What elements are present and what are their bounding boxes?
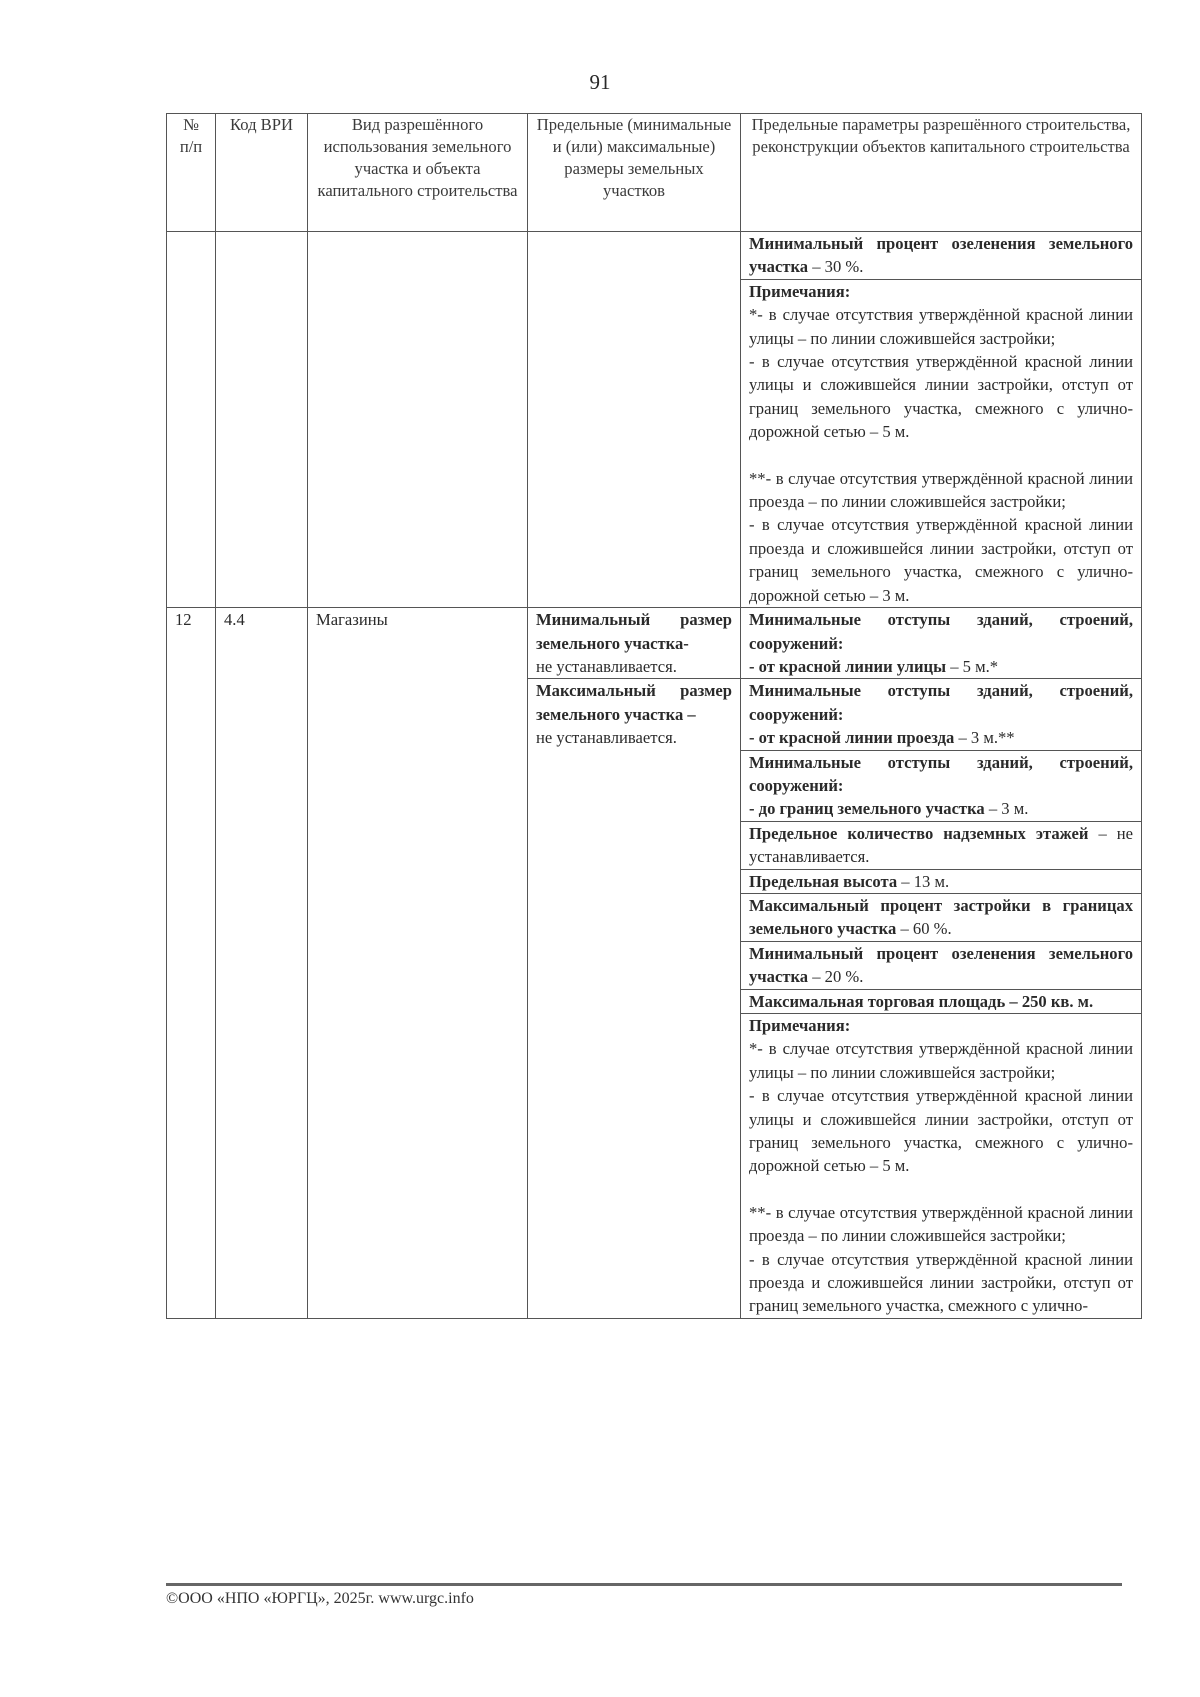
- note-item: **- в случае отсутствия утверждённой красной линии проезда – по линии сложившейся застройки;: [749, 1202, 1133, 1246]
- prev-name-cell: [308, 232, 528, 608]
- page-number: 91: [589, 70, 611, 94]
- param-setback-street: Минимальные отступы зданий, строений, сооружений: - от красной линии улицы – 5 м.*: [741, 608, 1142, 679]
- param-height: Предельная высота – 13 м.: [741, 869, 1142, 893]
- note-item: *- в случае отсутствия утверждённой красной линии улицы – по линии сложившейся застройки;: [749, 305, 1133, 348]
- note-item: - в случае отсутствия утверждённой красной линии улицы и сложившейся линии застройки, отступ от границ земельного участка, смежного с улично-дорожной сетью – 5 м.: [749, 352, 1133, 442]
- header-code: Код ВРИ: [216, 114, 308, 232]
- header-number: № п/п: [167, 114, 216, 232]
- table-header-row: [167, 114, 1142, 232]
- param-setback-driveway: Минимальные отступы зданий, строений, сооружений: - от красной линии проезда – 3 м.**: [741, 679, 1142, 750]
- param-floors: Предельное количество надземных этажей – не устанавливается.: [741, 821, 1142, 869]
- prev-num-cell: [167, 232, 216, 608]
- note-item: - в случае отсутствия утверждённой красной линии проезда и сложившейся линии застройки, отступ от границ земельного участка, смежного с улично-: [749, 1249, 1133, 1316]
- header-plot-sizes: Предельные (минимальные и (или) максимальные) размеры земельных участков: [528, 114, 741, 232]
- notes-row12: Примечания: *- в случае отсутствия утверждённой красной линии улицы – по линии сложившейся застройки; - в случае отсутствия утверждённой красной линии улицы и сложившейся линии застройки, отступ от границ земельного участка, смежного с улично-дорожной сетью – 5 м. **- в случае отсутствия утверждённой красной линии проезда – по линии сложившейся застройки; - в случае отсутствия утверждённой красной линии проезда и сложившейся линии застройки, отступ от границ земельного участка, смежного с улично-: [741, 1014, 1142, 1319]
- note-item: - в случае отсутствия утверждённой красной линии улицы и сложившейся линии застройки, отступ от границ земельного участка, смежного с улично-дорожной сетью – 5 м.: [749, 1086, 1133, 1176]
- regulations-table: [166, 113, 1142, 1319]
- row-number: 12: [167, 608, 216, 1319]
- footer-copyright: ©ООО «НПО «ЮРГЦ», 2025г. www.urgc.info: [166, 1590, 474, 1607]
- note-item: *- в случае отсутствия утверждённой красной линии улицы – по линии сложившейся застройки;: [749, 1039, 1133, 1082]
- param-setback-boundary: Минимальные отступы зданий, строений, сооружений: - до границ земельного участка – 3 м.: [741, 750, 1142, 821]
- note-item: - в случае отсутствия утверждённой красной линии проезда и сложившейся линии застройки, отступ от границ земельного участка, смежного с улично-дорожной сетью – 3 м.: [749, 515, 1133, 605]
- param-green-prev: Минимальный процент озеленения земельного участка – 30 %.: [741, 232, 1142, 280]
- prev-size-cell: [528, 232, 741, 608]
- header-use-type: Вид разрешённого использования земельного участка и объекта капитального строительства: [308, 114, 528, 232]
- param-coverage: Максимальный процент застройки в границах земельного участка – 60 %.: [741, 893, 1142, 941]
- table-row: [167, 608, 1142, 679]
- table-row: [167, 232, 1142, 280]
- footer-rule: [166, 1583, 1122, 1586]
- prev-code-cell: [216, 232, 308, 608]
- max-plot-size: Максимальный размер земельного участка – не устанавливается.: [528, 679, 741, 1319]
- header-build-params: Предельные параметры разрешённого строительства, реконструкции объектов капитального строительства: [741, 114, 1142, 232]
- param-greening: Минимальный процент озеленения земельного участка – 20 %.: [741, 941, 1142, 989]
- note-item: **- в случае отсутствия утверждённой красной линии проезда – по линии сложившейся застройки;: [749, 468, 1133, 512]
- row-use-name: Магазины: [308, 608, 528, 1319]
- row-code: 4.4: [216, 608, 308, 1319]
- notes-prev: Примечания: *- в случае отсутствия утверждённой красной линии улицы – по линии сложившейся застройки; - в случае отсутствия утверждённой красной линии улицы и сложившейся линии застройки, отступ от границ земельного участка, смежного с улично-дорожной сетью – 5 м. **- в случае отсутствия утверждённой красной линии проезда – по линии сложившейся застройки; - в случае отсутствия утверждённой красной линии проезда и сложившейся линии застройки, отступ от границ земельного участка, смежного с улично-дорожной сетью – 3 м.: [741, 279, 1142, 607]
- param-trade-area: Максимальная торговая площадь – 250 кв. м.: [741, 989, 1142, 1013]
- min-plot-size: Минимальный размер земельного участка- не устанавливается.: [528, 608, 741, 679]
